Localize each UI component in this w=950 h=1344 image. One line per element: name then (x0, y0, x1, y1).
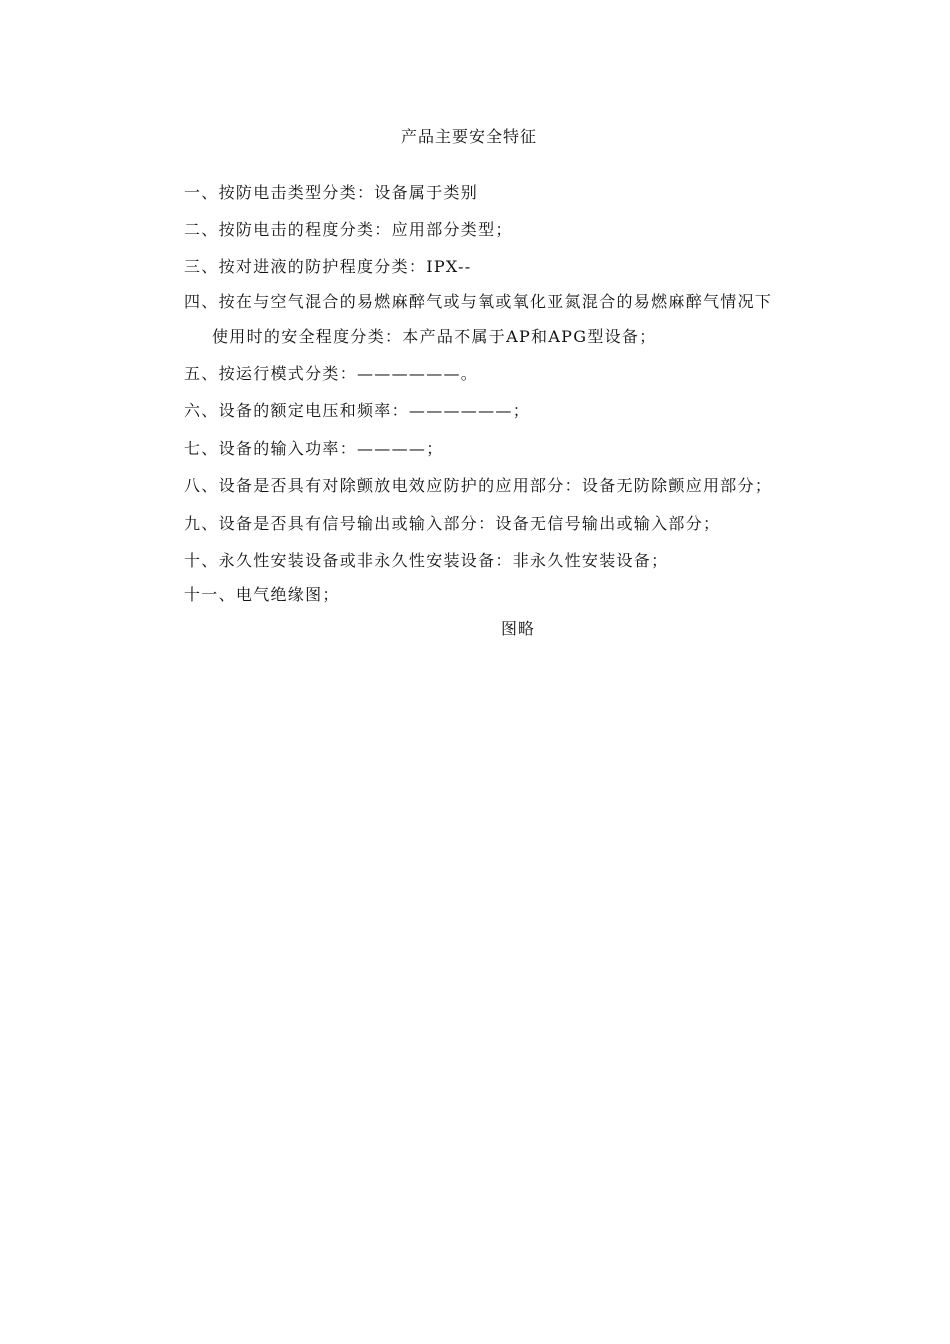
page-title: 产品主要安全特征 (400, 127, 537, 146)
item-2-shock-degree: 二、按防电击的程度分类：应用部分类型； (184, 220, 513, 239)
item-4-anesthetic-safety: 四、按在与空气混合的易燃麻醉气或与氧或氧化亚氮混合的易燃麻醉气情况下 (184, 292, 773, 311)
item-10-installation-type: 十、永久性安装设备或非永久性安装设备：非永久性安装设备； (184, 551, 669, 570)
figure-omitted-note: 图略 (500, 619, 535, 638)
item-7-input-power: 七、设备的输入功率：————； (184, 439, 444, 458)
item-5-operation-mode: 五、按运行模式分类：——————。 (184, 364, 479, 383)
item-8-defibrillation-protection: 八、设备是否具有对除颤放电效应防护的应用部分：设备无防除颤应用部分； (184, 476, 773, 495)
item-9-signal-io: 九、设备是否具有信号输出或输入部分：设备无信号输出或输入部分； (184, 514, 721, 533)
item-6-rated-voltage-frequency: 六、设备的额定电压和频率：——————； (184, 401, 531, 420)
item-1-shock-type: 一、按防电击类型分类：设备属于类别 (184, 183, 479, 202)
item-3-liquid-protection: 三、按对进液的防护程度分类：IPX-- (184, 257, 472, 276)
item-4-anesthetic-safety-continued: 使用时的安全程度分类：本产品不属于AP和APG型设备； (212, 327, 657, 346)
item-11-insulation-diagram: 十一、电气绝缘图； (184, 585, 340, 604)
